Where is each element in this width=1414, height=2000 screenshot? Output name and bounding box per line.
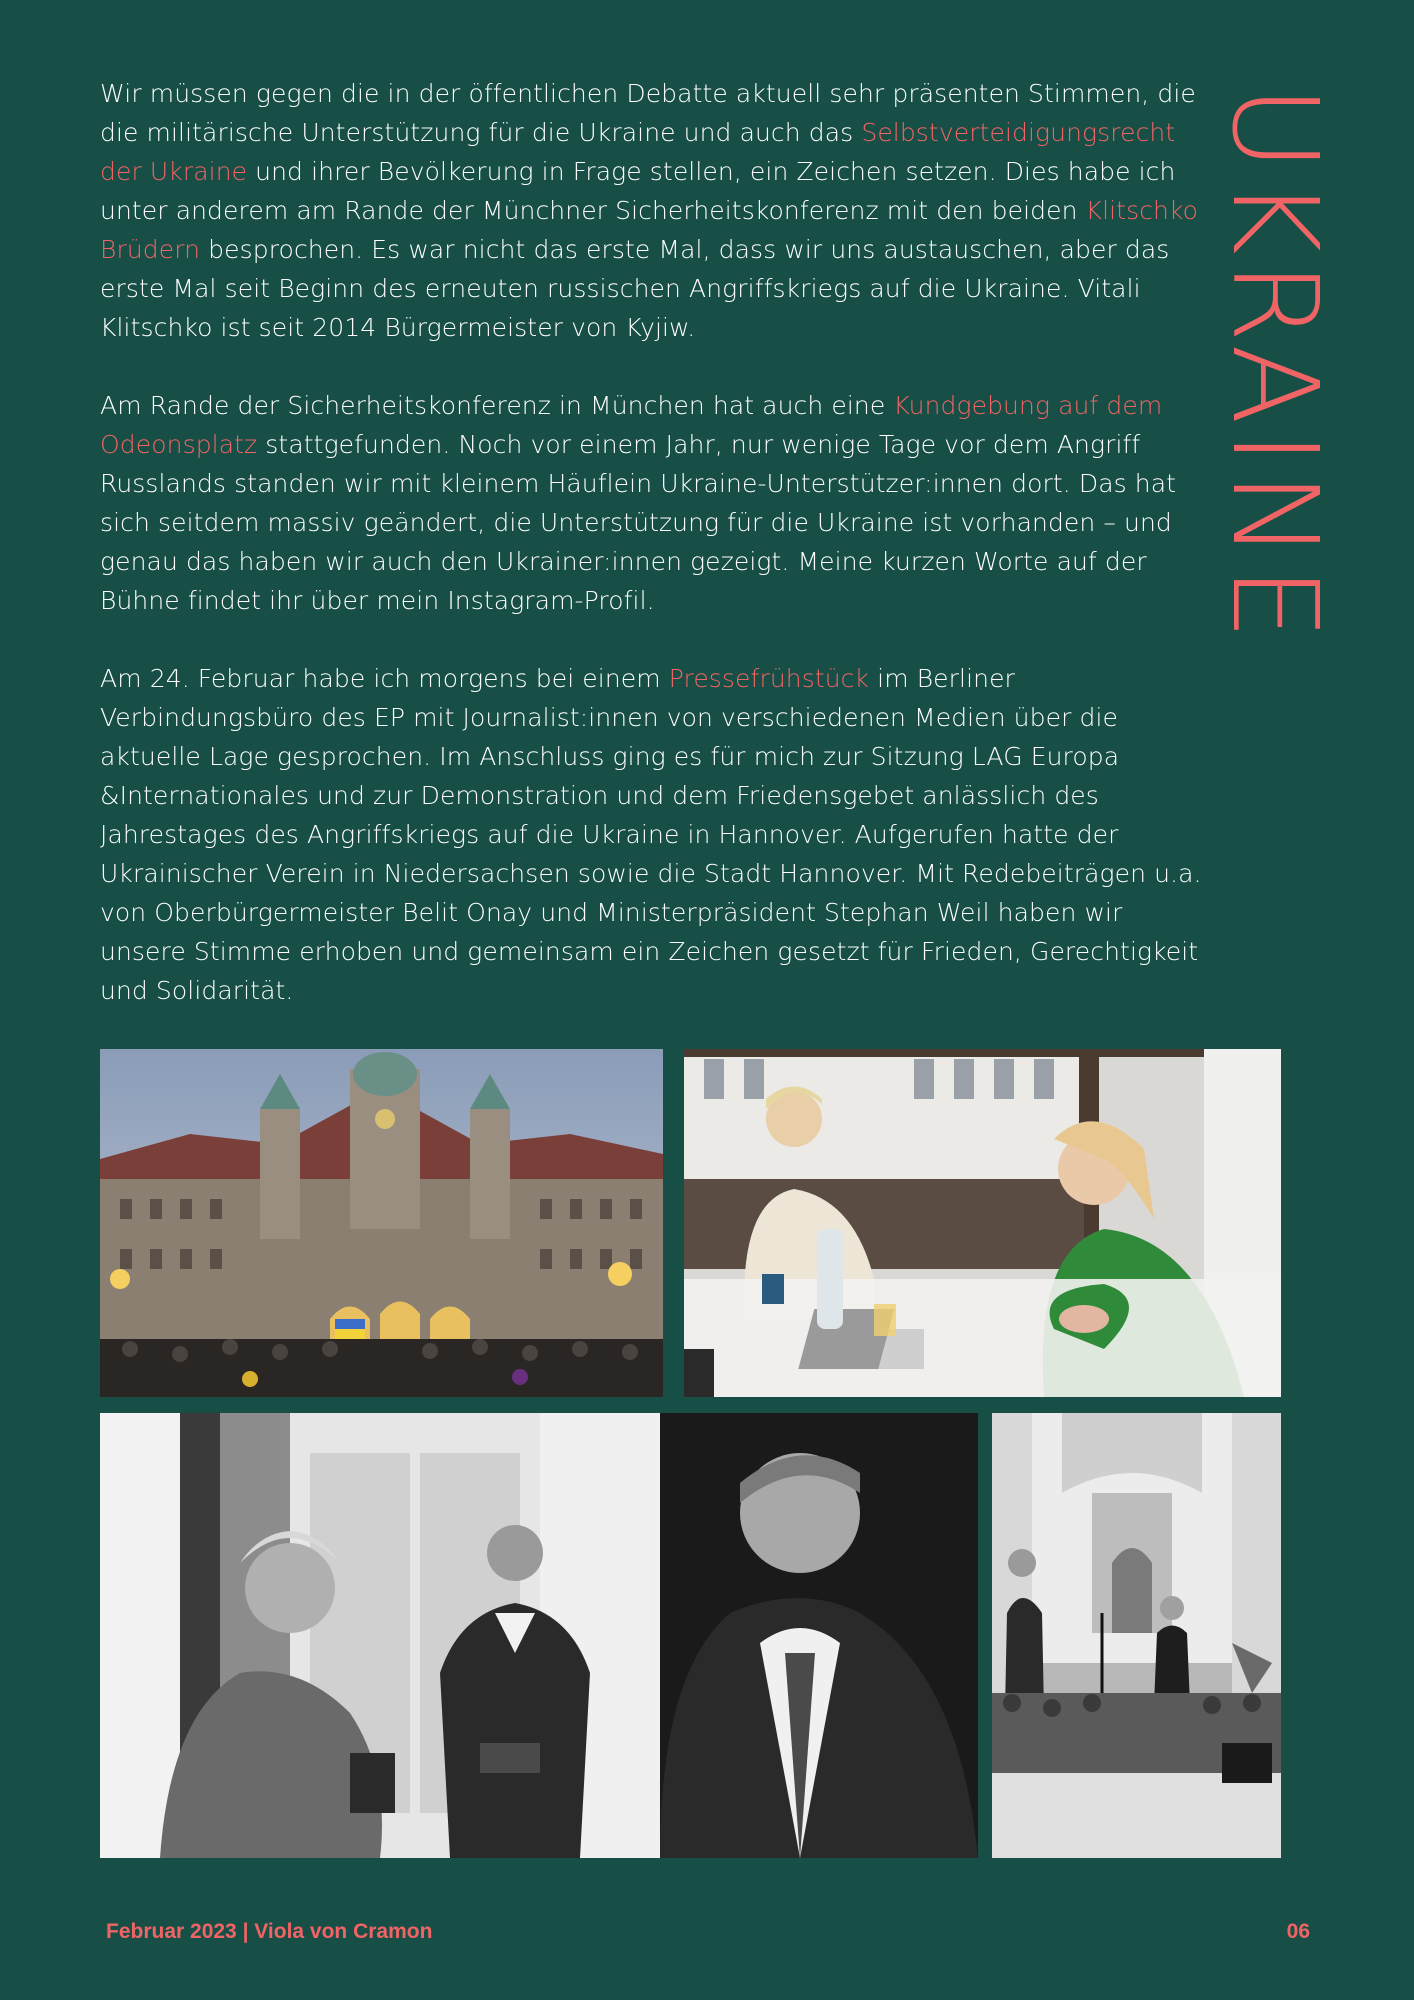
highlighted-phrase: Klitschko Brüdern xyxy=(100,196,1199,264)
article-body xyxy=(100,74,1212,1049)
text-run: stattgefunden. Noch vor einem Jahr, nur wenige Tage vor dem Angriff Russlands standen wir mit kleinem Häuflein Ukraine-Unterstützer:innen dort. Das hat sich seitdem massiv geändert, die Unterstützung für die Ukraine ist vorhanden – und genau das haben wir auch den Ukrainer:innen gezeigt. Meine kurzen Worte auf der Bühne findet ihr über mein Instagram-Profil. xyxy=(100,430,1177,615)
paragraph xyxy=(100,386,1212,620)
text-run: im Berliner Verbindungsbüro des EP mit Journalist:innen von verschiedenen Medien über die aktuelle Lage gesprochen. Im Anschluss ging es für mich zur Sitzung LAG Europa &Internationales und zur Demonstration und dem Friedensgebet anlässlich des Jahrestages des Angriffskriegs auf die Ukraine in Hannover. Aufgerufen hatte der Ukrainischer Verein in Niedersachsen sowie die Stadt Hannover. Mit Redebeiträgen u.a. von Oberbürgermeister Belit Onay und Ministerpräsident Stephan Weil haben wir unsere Stimme erhoben und gemeinsam ein Zeichen gesetzt für Frieden, Gerechtigkeit und Solidarität. xyxy=(100,664,1202,1005)
photo-press-breakfast xyxy=(684,1049,1281,1397)
photo-odeonsplatz-rally xyxy=(992,1413,1281,1858)
highlighted-phrase: Pressefrühstück xyxy=(668,664,870,693)
footer-issue-author: Februar 2023 | Viola von Cramon xyxy=(106,1920,433,1943)
text-run: besprochen. Es war nicht das erste Mal, dass wir uns austauschen, aber das erste Mal seit Beginn des erneuten russischen Angriffskriegs auf die Ukraine. Vitali Klitschko ist seit 2014 Bürgermeister von Kyjiw. xyxy=(100,235,1170,342)
text-run: Am Rande der Sicherheitskonferenz in München hat auch eine xyxy=(100,391,894,420)
paragraph xyxy=(100,659,1212,1010)
highlighted-phrase: Kundgebung auf dem Odeonsplatz xyxy=(100,391,1163,459)
text-run: Wir müssen gegen die in der öffentlichen Debatte aktuell sehr präsenten Stimmen, die die militärische Unterstützung für die Ukraine und auch das xyxy=(100,79,1196,147)
photo-town-hall-demonstration xyxy=(100,1049,663,1397)
photo-klitschko-meeting xyxy=(100,1413,978,1858)
paragraph xyxy=(100,74,1212,347)
text-run: Am 24. Februar habe ich morgens bei einem xyxy=(100,664,669,693)
text-run: und ihrer Bevölkerung in Frage stellen, ein Zeichen setzen. Dies habe ich unter anderem am Rande der Münchner Sicherheitskonferenz mit den beiden xyxy=(100,157,1176,225)
highlighted-phrase: Selbstverteidigungsrecht der Ukraine xyxy=(100,118,1176,186)
page-number: 06 xyxy=(1286,1920,1310,1943)
section-title: UKRAINE xyxy=(1206,85,1344,647)
